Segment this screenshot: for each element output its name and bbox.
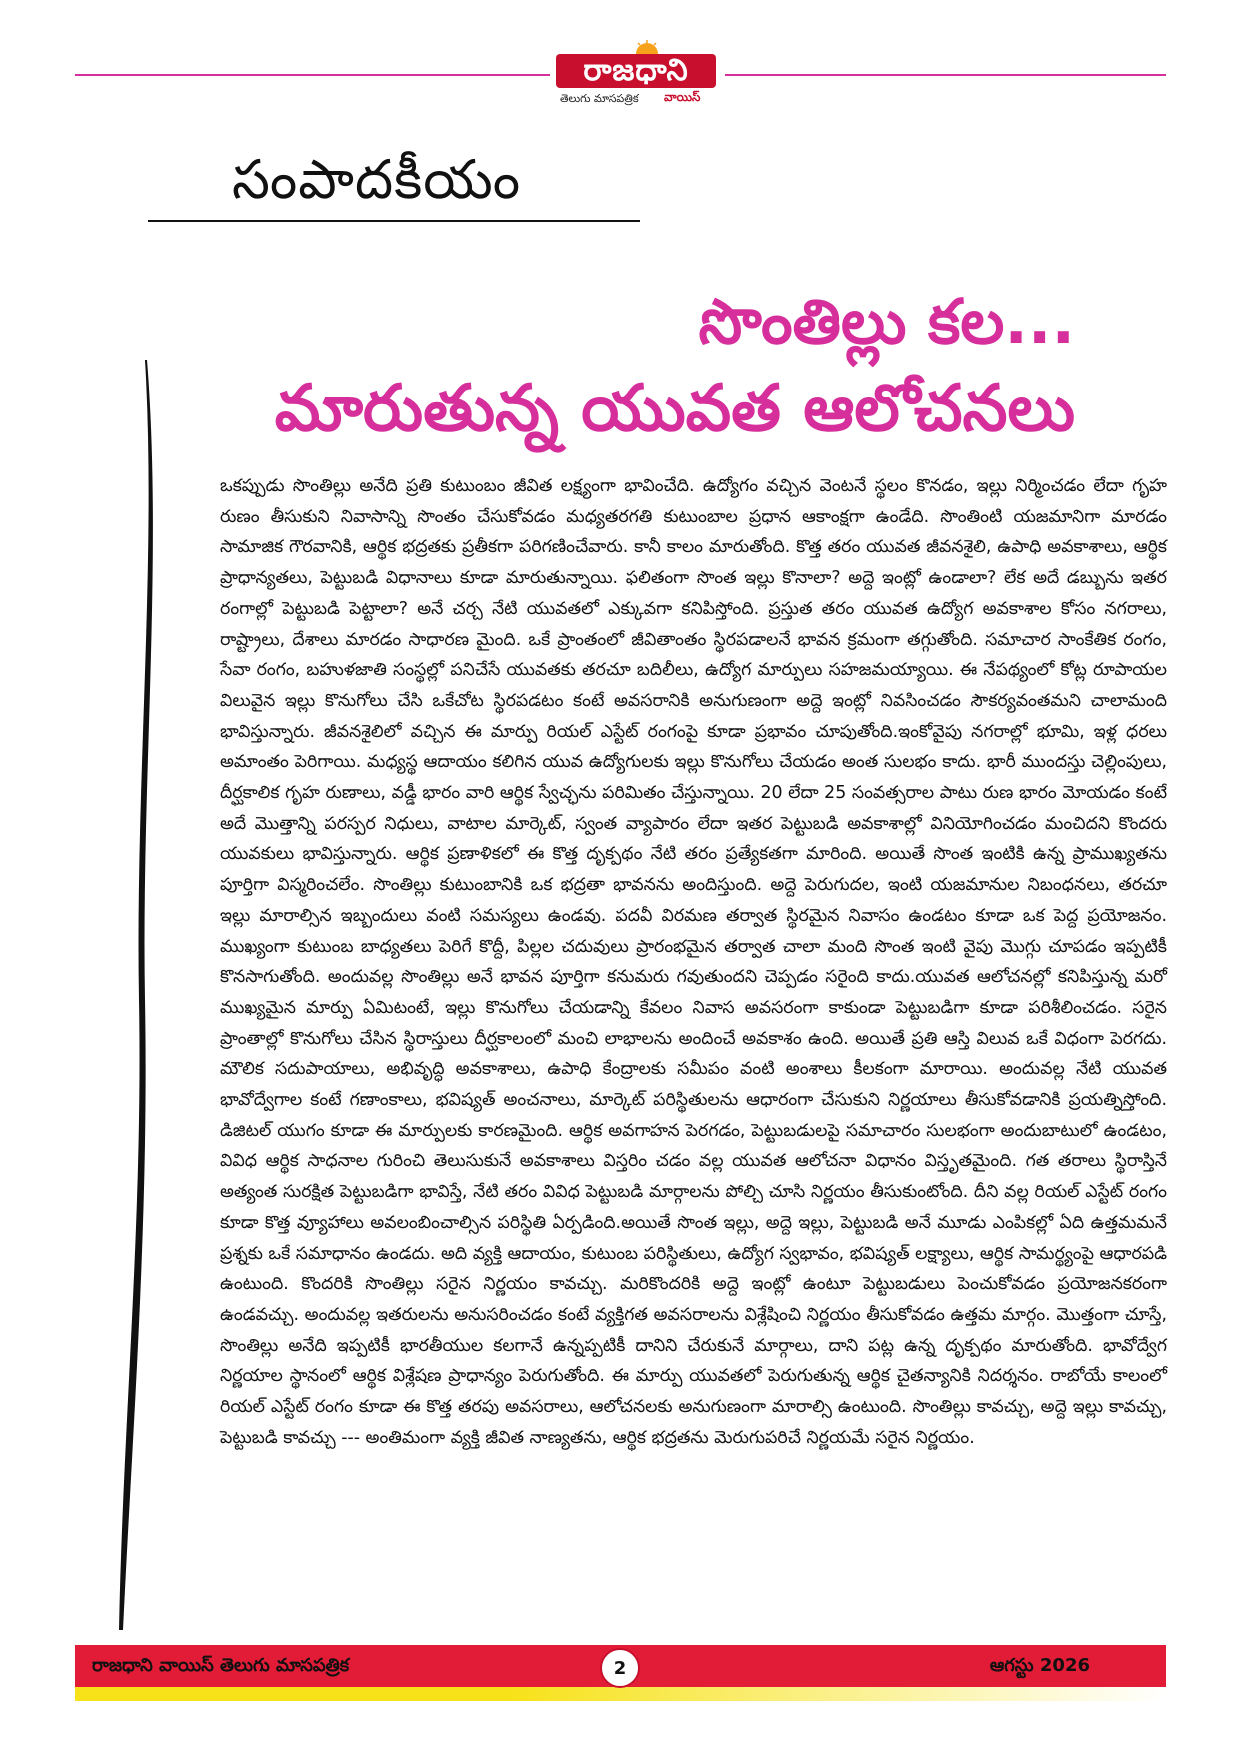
page-number: 2: [600, 1648, 640, 1688]
logo-tagline: తెలుగు మాసపత్రిక: [560, 92, 639, 105]
section-title: సంపాదకీయం: [232, 148, 522, 211]
decorative-swash: [105, 360, 165, 1630]
headline-line-1: సొంతిల్లు కల...: [698, 285, 1075, 358]
article-body: ఒకప్పుడు సొంతిల్లు అనేది ప్రతి కుటుంబం జీవిత లక్ష్యంగా భావించేది. ఉద్యోగం వచ్చిన వెంటనే స్థలం కొనడం, ఇల్లు నిర్మించడం లేదా గృహ రుణం తీసుకుని నివాసాన్ని సొంతం చేసుకోవడం మధ్యతరగతి కుటుంబాల ప్రధాన ఆకాంక్షగా ఉండేది. సొంతింటి యజమానిగా మారడం సామాజిక గౌరవానికి, ఆర్థిక భద్రతకు ప్రతీకగా పరిగణించేవారు. కానీ కాలం మారుతోంది. కొత్త తరం యువత జీవనశైలి, ఉపాధి అవకాశాలు, ఆర్థిక ప్రాధాన్యతలు, పెట్టుబడి విధానాలు కూడా మారుతున్నాయి. ఫలితంగా సొంత ఇల్లు కొనాలా? అద్దె ఇంట్లో ఉండాలా? లేక అదే డబ్బును ఇతర రంగాల్లో పెట్టుబడి పెట్టాలా? అనే చర్చ నేటి యువతలో ఎక్కువగా కనిపిస్తోంది. ప్రస్తుత తరం యువత ఉద్యోగ అవకాశాల కోసం నగరాలు, రాష్ట్రాలు, దేశాలు మారడం సాధారణ మైంది. ఒకే ప్రాంతంలో జీవితాంతం స్థిరపడాలనే భావన క్రమంగా తగ్గుతోంది. సమాచార సాంకేతిక రంగం, సేవా రంగం, బహుళజాతి సంస్థల్లో పనిచేసే యువతకు తరచూ బదిలీలు, ఉద్యోగ మార్పులు సహజమయ్యాయి. ఈ నేపథ్యంలో కోట్ల రూపాయల విలువైన ఇల్లు కొనుగోలు చేసి ఒకేచోట స్థిరపడటం కంటే అవసరానికి అనుగుణంగా అద్దె ఇంట్లో నివసించడం సౌకర్యవంతమని చాలామంది భావిస్తున్నారు. జీవనశైలిలో వచ్చిన ఈ మార్పు రియల్ ఎస్టేట్ రంగంపై కూడా ప్రభావం చూపుతోంది.ఇంకోవైపు నగరాల్లో భూమి, ఇళ్ల ధరలు అమాంతం పెరిగాయి. మధ్యస్థ ఆదాయం కలిగిన యువ ఉద్యోగులకు ఇల్లు కొనుగోలు చేయడం అంత సులభం కాదు. భారీ ముందస్తు చెల్లింపులు, దీర్ఘకాలిక గృహ రుణాలు, వడ్డీ భారం వారి ఆర్థిక స్వేచ్ఛను పరిమితం చేస్తున్నాయి. 20 లేదా 25 సంవత్సరాల పాటు రుణ భారం మోయడం కంటే అదే మొత్తాన్ని పరస్పర నిధులు, వాటాల మార్కెట్, స్వంత వ్యాపారం లేదా ఇతర పెట్టుబడి అవకాశాల్లో వినియోగించడం మంచిదని కొందరు యువకులు భావిస్తున్నారు. ఆర్థిక ప్రణాళికలో ఈ కొత్త దృక్పథం నేటి తరం ప్రత్యేకతగా మారింది. అయితే సొంత ఇంటికి ఉన్న ప్రాముఖ్యతను పూర్తిగా విస్మరించలేం. సొంతిల్లు కుటుంబానికి ఒక భద్రతా భావనను అందిస్తుంది. అద్దె పెరుగుదల, ఇంటి యజమానుల నిబంధనలు, తరచూ ఇల్లు మారాల్సిన ఇబ్బందులు వంటి సమస్యలు ఉండవు. పదవీ విరమణ తర్వాత స్థిరమైన నివాసం ఉండటం కూడా ఒక పెద్ద ప్రయోజనం. ముఖ్యంగా కుటుంబ బాధ్యతలు పెరిగే కొద్దీ, పిల్లల చదువులు ప్రారంభమైన తర్వాత చాలా మంది సొంత ఇంటి వైపు మొగ్గు చూపడం ఇప్పటికీ కొనసాగుతోంది. అందువల్ల సొంతిల్లు అనే భావన పూర్తిగా కనుమరు గవుతుందని చెప్పడం సరైంది కాదు.యువత ఆలోచనల్లో కనిపిస్తున్న మరో ముఖ్యమైన మార్పు ఏమిటంటే, ఇల్లు కొనుగోలు చేయడాన్ని కేవలం నివాస అవసరంగా కాకుండా పెట్టుబడిగా కూడా పరిశీలించడం. సరైన ప్రాంతాల్లో కొనుగోలు చేసిన స్థిరాస్తులు దీర్ఘకాలంలో మంచి లాభాలను అందించే అవకాశం ఉంది. అయితే ప్రతి ఆస్తి విలువ ఒకే విధంగా పెరగదు. మౌలిక సదుపాయాలు, అభివృద్ధి అవకాశాలు, ఉపాధి కేంద్రాలకు సమీపం వంటి అంశాలు కీలకంగా మారాయి. అందువల్ల నేటి యువత భావోద్వేగాల కంటే గణాంకాలు, భవిష్యత్ అంచనాలు, మార్కెట్ పరిస్థితులను ఆధారంగా చేసుకుని నిర్ణయాలు తీసుకోవడానికి ప్రయత్నిస్తోంది. డిజిటల్ యుగం కూడా ఈ మార్పులకు కారణమైంది. ఆర్థిక అవగాహన పెరగడం, పెట్టుబడులపై సమాచారం సులభంగా అందుబాటులో ఉండటం, వివిధ ఆర్థిక సాధనాల గురించి తెలుసుకునే అవకాశాలు విస్తరిం చడం వల్ల యువత ఆలోచనా విధానం విస్తృతమైంది. గత తరాలు స్థిరాస్తినే అత్యంత సురక్షిత పెట్టుబడిగా భావిస్తే, నేటి తరం వివిధ పెట్టుబడి మార్గాలను పోల్చి చూసి నిర్ణయం తీసుకుంటోంది. దీని వల్ల రియల్ ఎస్టేట్ రంగం కూడా కొత్త వ్యూహాలు అవలంబించాల్సిన పరిస్థితి ఏర్పడింది.అయితే సొంత ఇల్లు, అద్దె ఇల్లు, పెట్టుబడి అనే మూడు ఎంపికల్లో ఏది ఉత్తమమనే ప్రశ్నకు ఒకే సమాధానం ఉండదు. అది వ్యక్తి ఆదాయం, కుటుంబ పరిస్థితులు, ఉద్యోగ స్వభావం, భవిష్యత్ లక్ష్యాలు, ఆర్థిక సామర్థ్యంపై ఆధారపడి ఉంటుంది. కొందరికి సొంతిల్లు సరైన నిర్ణయం కావచ్చు. మరికొందరికి అద్దె ఇంట్లో ఉంటూ పెట్టుబడులు పెంచుకోవడం ప్రయోజనకరంగా ఉండవచ్చు. అందువల్ల ఇతరులను అనుసరించడం కంటే వ్యక్తిగత అవసరాలను విశ్లేషించి నిర్ణయం తీసుకోవడం ఉత్తమ మార్గం. మొత్తంగా చూస్తే, సొంతిల్లు అనేది ఇప్పటికీ భారతీయుల కలగానే ఉన్నప్పటికీ దానిని చేరుకునే మార్గాలు, దాని పట్ల ఉన్న దృక్పథం మారుతోంది. భావోద్వేగ నిర్ణయాల స్థానంలో ఆర్థిక విశ్లేషణ ప్రాధాన్యం పెరుగుతోంది. ఈ మార్పు యువతలో పెరుగుతున్న ఆర్థిక చైతన్యానికి నిదర్శనం. రాబోయే కాలంలో రియల్ ఎస్టేట్ రంగం కూడా ఈ కొత్త తరపు అవసరాలు, ఆలోచనలకు అనుగుణంగా మారాల్సి ఉంటుంది. సొంతిల్లు కావచ్చు, అద్దె ఇల్లు కావచ్చు, పెట్టుబడి కావచ్చు --- అంతిమంగా వ్యక్తి జీవిత నాణ్యతను, ఆర్థిక భద్రతను మెరుగుపరిచే నిర్ణయమే సరైన నిర్ణయం.: [220, 476, 1167, 1448]
headline: [275, 280, 1075, 454]
headline-line-2: మారుతున్న యువత ఆలోచనలు: [274, 372, 1075, 446]
footer-date: ఆగస్టు 2026: [989, 1655, 1090, 1676]
sun-icon: [634, 40, 660, 54]
masthead-logo: [556, 40, 722, 110]
footer-publication: రాజధాని వాయిస్ తెలుగు మాసపత్రిక: [92, 1655, 350, 1676]
section-rule: [148, 220, 640, 222]
logo-text: రాజధాని: [583, 53, 689, 88]
footer-stripe: [75, 1687, 1166, 1701]
logo-subtitle: వాయిస్: [664, 90, 701, 104]
logo-badge: [556, 54, 716, 88]
header-rule-left: [75, 74, 550, 76]
header-rule-right: [725, 74, 1166, 76]
